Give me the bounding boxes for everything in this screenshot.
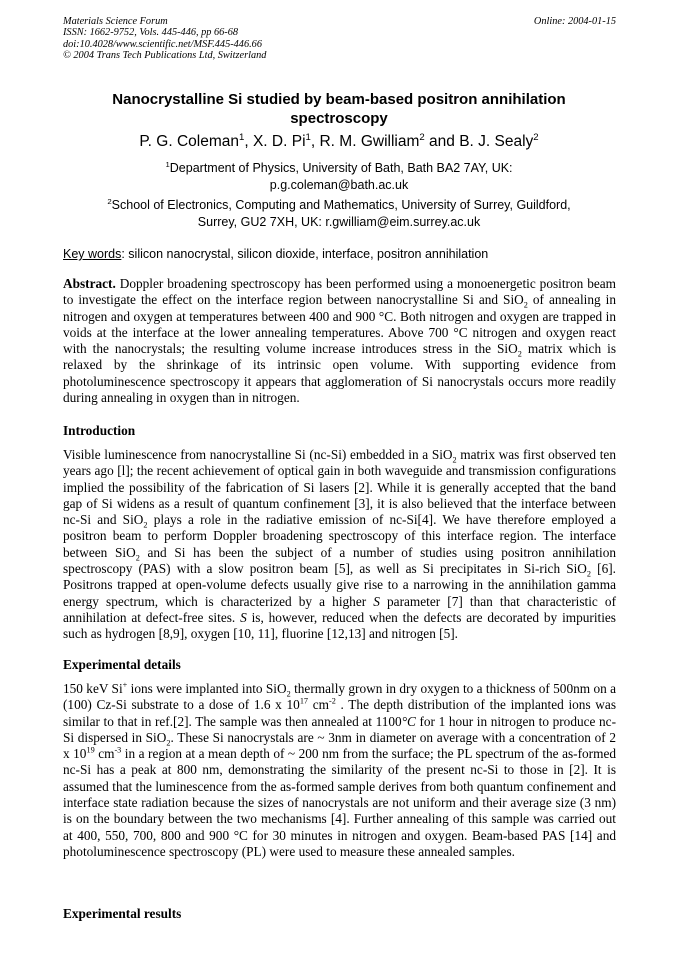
journal-name: Materials Science Forum bbox=[63, 16, 168, 27]
body-text: cm bbox=[308, 697, 329, 713]
abstract-text: Doppler broadening spectroscopy has been performed using a monoenergetic positron beam to investigate the effect on the interface region between nanocrystalline Si and SiO bbox=[63, 276, 616, 308]
title-line-2: spectroscopy bbox=[290, 110, 388, 127]
author-separator: , bbox=[310, 133, 320, 150]
section-heading-experimental-results: Experimental results bbox=[63, 906, 182, 921]
author-affiliation-mark: 2 bbox=[533, 131, 539, 143]
section-heading-introduction: Introduction bbox=[63, 423, 136, 438]
superscript: 17 bbox=[299, 696, 309, 706]
body-text: matrix was first observed ten years ago [l]; the recent achievement of optical gain in both waveguide and transmission configurations implied the possibility of the fabrication of Si lasers [2]. While it is generally accepted that the band gap of Si widens as a result of quantum confinement [3], it is also believed that the interface between nc-Si and SiO bbox=[63, 447, 616, 528]
copyright-line: © 2004 Trans Tech Publications Ltd, Switzerland bbox=[63, 50, 267, 62]
author-name: R. M. Gwilliam bbox=[319, 133, 420, 150]
body-text: ions were implanted into SiO bbox=[127, 681, 287, 696]
author-separator: , bbox=[244, 133, 253, 150]
body-text: cm bbox=[94, 746, 115, 762]
keywords-label: Key words bbox=[63, 247, 122, 261]
body-text: . The depth distribution of the implanted ions was similar to that in ref.[2]. The sample was then annealed at 1100 bbox=[63, 697, 616, 729]
subscript: 2 bbox=[286, 689, 291, 699]
section-heading-experimental-details: Experimental details bbox=[63, 657, 181, 672]
subscript: 2 bbox=[517, 349, 522, 359]
italic-symbol: S bbox=[240, 609, 247, 625]
experimental-paragraph bbox=[63, 681, 616, 860]
abstract-label: Abstract. bbox=[63, 276, 116, 291]
italic-symbol: S bbox=[373, 593, 380, 609]
introduction-paragraph bbox=[63, 447, 616, 643]
subscript: 2 bbox=[452, 455, 457, 465]
subscript: 2 bbox=[523, 300, 528, 310]
body-text: and Si has been the subject of a number of studies using positron annihilation spectroscopy (PAS) with a slow positron beam [5], as well as Si precipitates in Si-rich SiO bbox=[63, 544, 616, 577]
paper-title bbox=[60, 90, 618, 128]
affiliation-email: p.g.coleman@bath.ac.uk bbox=[269, 178, 409, 192]
keywords-text: : silicon nanocrystal, silicon dioxide, interface, positron annihilation bbox=[121, 247, 489, 261]
affiliation-email: Surrey, GU2 7XH, UK: r.gwilliam@eim.surrey.ac.uk bbox=[197, 215, 481, 229]
author-name: X. D. Pi bbox=[252, 133, 306, 150]
subscript: 2 bbox=[586, 569, 592, 579]
body-text: . These Si nanocrystals are ~ 3nm in diameter on average with a concentration of 2 x 10 bbox=[63, 729, 616, 762]
superscript: -2 bbox=[328, 696, 336, 706]
affiliation-1 bbox=[60, 160, 618, 194]
affiliation-text: Department of Physics, University of Bath, Bath BA2 7AY, UK: bbox=[169, 161, 513, 175]
body-text: Visible luminescence from nanocrystalline Si (nc-Si) embedded in a SiO bbox=[63, 447, 453, 462]
body-text: plays a role in the radiative emission of nc-Si[4]. We have therefore employed a positron beam to perform Doppler broadening spectroscopy of this interface region. The interface between SiO bbox=[63, 512, 616, 560]
superscript: -3 bbox=[114, 745, 122, 755]
clipped-header-line bbox=[63, 62, 616, 67]
superscript: 19 bbox=[86, 745, 95, 755]
body-text: for 1 hour in nitrogen to produce nc-Si dispersed in SiO bbox=[63, 713, 616, 745]
affiliation-2 bbox=[60, 197, 618, 231]
italic-unit: °C bbox=[401, 713, 416, 729]
subscript: 2 bbox=[143, 520, 148, 530]
author-name: P. G. Coleman bbox=[139, 133, 239, 150]
author-list bbox=[60, 132, 618, 152]
author-affiliation-mark: 1 bbox=[239, 131, 245, 143]
issn-line: ISSN: 1662-9752, Vols. 445-446, pp 66-68 bbox=[63, 27, 239, 39]
affiliation-number: 1 bbox=[165, 159, 170, 169]
doi-line: doi:10.4028/www.scientific.net/MSF.445-446.66 bbox=[63, 38, 262, 50]
body-text: 150 keV Si bbox=[63, 681, 123, 696]
keywords bbox=[63, 247, 616, 262]
abstract-text: matrix which is relaxed by the shrinkage of its intrinsic open volume. With supporting evidence from photoluminescence spectroscopy it appears that agglomeration of Si nanocrystals occurs more readily during annealing in oxygen than in nitrogen. bbox=[63, 341, 617, 406]
author-affiliation-mark: 2 bbox=[419, 131, 425, 143]
journal-header bbox=[63, 16, 616, 67]
body-text: in a region at a mean depth of ~ 200 nm from the surface; the PL spectrum of the as-formed nc-Si has a peak at 800 nm, demonstrating the similarity of the present nc-Si to those in [2]. It is assumed that the luminescence from the as-formed sample derives from both quantum confinement and interface state radiation because the sizes of nanocrystals are not uniform and their average size (3 nm) is on the boundary between the two mechanisms [4]. Further annealing of this sample was carried out at 400, 550, 700, 800 and 900 °C for 30 minutes in nitrogen and oxygen. Beam-based PAS [14] and photoluminescence spectroscopy (PL) were used to measure these annealed samples. bbox=[63, 746, 616, 859]
author-name: B. J. Sealy bbox=[459, 133, 534, 150]
abstract-paragraph bbox=[63, 276, 616, 406]
body-text: thermally grown in dry oxygen to a thickness of 500nm on a (100) Cz-Si substrate to a dose of 1.6 x 10 bbox=[63, 681, 616, 713]
superscript: + bbox=[122, 680, 128, 690]
affiliation-number: 2 bbox=[107, 196, 112, 206]
body-text: [6]. Positrons trapped at open-volume defects usually give rise to a narrowing in the annihilation gamma energy spectrum, which is characterized by a higher bbox=[63, 561, 617, 609]
affiliation-text: School of Electronics, Computing and Mathematics, University of Surrey, Guildford, bbox=[111, 198, 571, 212]
abstract-text: of annealing in nitrogen and oxygen at temperatures between 400 and 900 °C. Both nitrogen and oxygen are trapped in voids at the interface at the lower annealing temperatures. Above 700 °C nitrogen and oxygen react with the nanocrystals; the resulting volume increase introduces stress in the SiO bbox=[63, 292, 616, 357]
author-separator: and bbox=[424, 133, 460, 150]
online-date: Online: 2004-01-15 bbox=[533, 16, 616, 27]
title-line-1: Nanocrystalline Si studied by beam-based positron annihilation bbox=[112, 91, 566, 108]
subscript: 2 bbox=[135, 553, 140, 563]
subscript: 2 bbox=[166, 738, 171, 748]
body-text: is, however, reduced when the defects are decorated by impurities such as hydrogen [8,9], oxygen [10, 11], fluorine [12,13] and nitrogen [5]. bbox=[63, 609, 616, 642]
body-text: parameter [7] than that characteristic of annihilation at defect-free sites. bbox=[63, 593, 617, 625]
author-affiliation-mark: 1 bbox=[305, 131, 311, 143]
